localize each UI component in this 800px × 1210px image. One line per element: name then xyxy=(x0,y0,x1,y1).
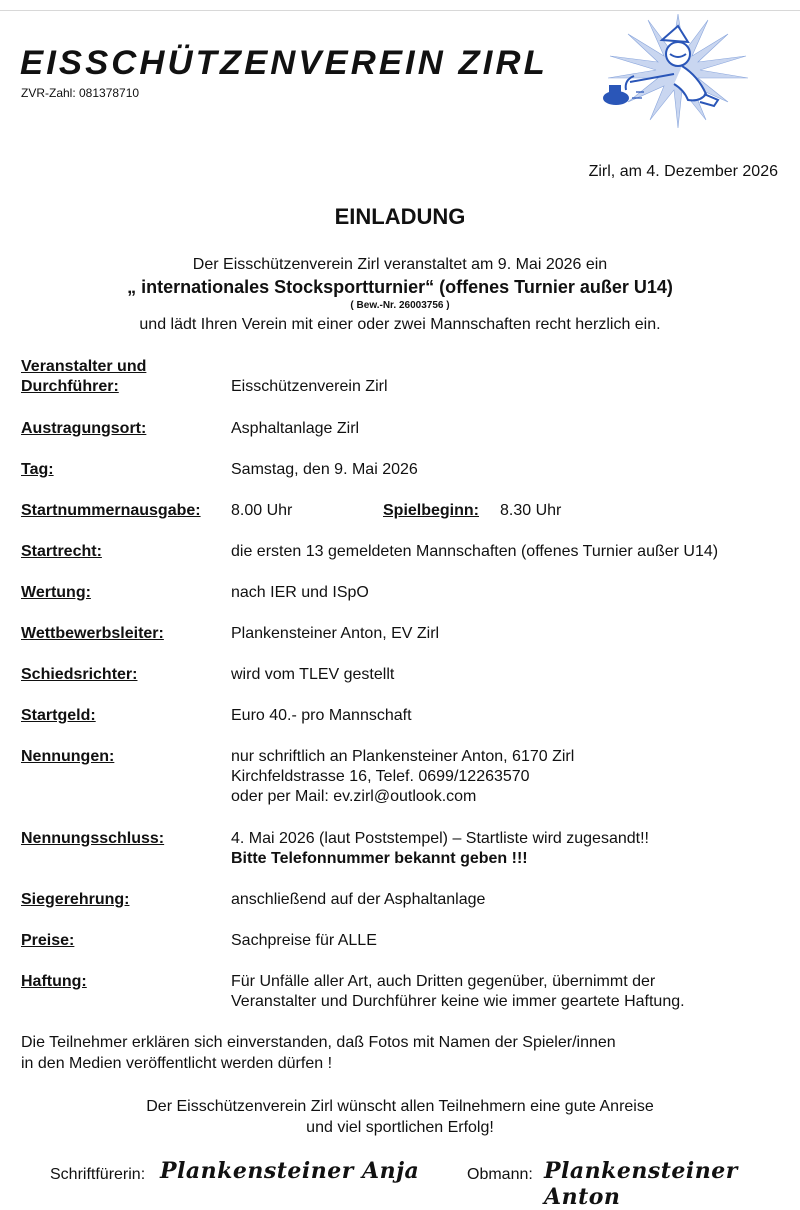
page-top-border xyxy=(0,0,800,11)
value-haftung-2: Veranstalter und Durchführer keine wie immer geartete Haftung. xyxy=(231,993,685,1010)
consent-line-1: Die Teilnehmer erklären sich einverstanden, daß Fotos mit Namen der Spieler/innen xyxy=(21,1034,616,1051)
label-schiedsrichter: Schiedsrichter: xyxy=(21,666,138,683)
closing-line-2: und viel sportlichen Erfolg! xyxy=(306,1119,494,1136)
letter-date: Zirl, am 4. Dezember 2026 xyxy=(588,163,778,180)
intro-line-4: und lädt Ihren Verein mit einer oder zwei Mannschaften recht herzlich ein. xyxy=(139,316,661,333)
label-veranstalter-2: Durchführer: xyxy=(21,378,119,395)
club-logo-icon xyxy=(578,12,778,130)
label-austragungsort: Austragungsort: xyxy=(21,420,147,437)
value-siegerehrung: anschließend auf der Asphaltanlage xyxy=(231,891,486,908)
label-startgeld: Startgeld: xyxy=(21,707,96,724)
label-wettbewerbsleiter: Wettbewerbsleiter: xyxy=(21,625,164,642)
label-siegerehrung: Siegerehrung: xyxy=(21,891,130,908)
value-wettbewerbsleiter: Plankensteiner Anton, EV Zirl xyxy=(231,625,440,642)
value-schiedsrichter: wird vom TLEV gestellt xyxy=(231,666,395,683)
zvr-number: ZVR-Zahl: 081378710 xyxy=(21,86,140,100)
consent-line-2: in den Medien veröffentlicht werden dürfen ! xyxy=(21,1055,333,1072)
value-nennungsschluss: 4. Mai 2026 (laut Poststempel) – Startliste wird zugesandt!! xyxy=(231,830,649,847)
signature-left-name: Plankensteiner Anja xyxy=(160,1158,420,1184)
label-preise: Preise: xyxy=(21,932,75,949)
label-startrecht: Startrecht: xyxy=(21,543,102,560)
value-haftung-1: Für Unfälle aller Art, auch Dritten gegenüber, übernimmt der xyxy=(231,973,656,990)
value-nennungen-1: nur schriftlich an Plankensteiner Anton, 6170 Zirl xyxy=(231,748,575,765)
tournament-name: „ internationales Stocksportturnier“ (offenes Turnier außer U14) xyxy=(127,277,673,297)
value-wertung: nach IER und ISpO xyxy=(231,584,369,601)
signature-right-label: Obmann: xyxy=(467,1166,533,1183)
label-veranstalter-1: Veranstalter und xyxy=(21,358,147,375)
value-startgeld: Euro 40.- pro Mannschaft xyxy=(231,707,412,724)
label-nennungsschluss: Nennungsschluss: xyxy=(21,830,165,847)
label-spielbeginn: Spielbeginn: xyxy=(383,502,479,519)
value-nennungen-2: Kirchfeldstrasse 16, Telef. 0699/12263570 xyxy=(231,768,530,785)
value-startnummernausgabe: 8.00 Uhr xyxy=(231,502,293,519)
value-spielbeginn: 8.30 Uhr xyxy=(500,502,562,519)
value-tag: Samstag, den 9. Mai 2026 xyxy=(231,461,418,478)
value-preise: Sachpreise für ALLE xyxy=(231,932,377,949)
page-title: EINLADUNG xyxy=(334,204,466,229)
club-name-heading: EISSCHÜTZENVEREIN ZIRL xyxy=(20,44,548,82)
label-startnummernausgabe: Startnummernausgabe: xyxy=(21,502,201,519)
intro-line-1: Der Eisschützenverein Zirl veranstaltet am 9. Mai 2026 ein xyxy=(192,256,608,273)
value-veranstalter: Eisschützenverein Zirl xyxy=(231,378,388,395)
value-nennungsschluss-note: Bitte Telefonnummer bekannt geben !!! xyxy=(231,850,528,867)
signature-right-name: Plankensteiner Anton xyxy=(544,1158,738,1210)
label-nennungen: Nennungen: xyxy=(21,748,115,765)
value-nennungen-email: oder per Mail: ev.zirl@outlook.com xyxy=(231,788,477,805)
closing-line-1: Der Eisschützenverein Zirl wünscht allen Teilnehmern eine gute Anreise xyxy=(146,1098,654,1115)
value-austragungsort: Asphaltanlage Zirl xyxy=(231,420,360,437)
value-startrecht: die ersten 13 gemeldeten Mannschaften (offenes Turnier außer U14) xyxy=(231,543,719,560)
approval-number: ( Bew.-Nr. 26003756 ) xyxy=(350,300,450,311)
label-tag: Tag: xyxy=(21,461,54,478)
label-haftung: Haftung: xyxy=(21,973,87,990)
label-wertung: Wertung: xyxy=(21,584,91,601)
signature-left-label: Schriftfürerin: xyxy=(50,1166,146,1183)
